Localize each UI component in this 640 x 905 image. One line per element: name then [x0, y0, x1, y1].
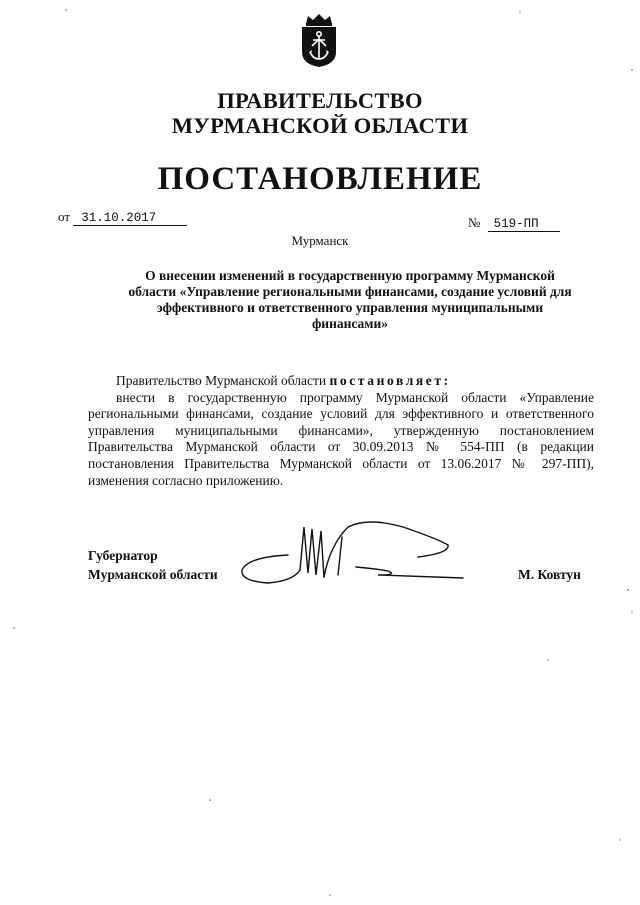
subject-line: области «Управление региональными финансами, создание условий для: [128, 284, 572, 299]
signer-name: М. Ковтун: [518, 567, 581, 582]
number-prefix: №: [468, 215, 481, 230]
body-paragraph: внести в государственную программу Мурманской области «Управление региональными финансами, создание условий для эффективного и ответственного управления муниципальными финансами», утвержденную постановлением Правительства Мурманской области от 30.09.2013 № 554-ПП (в редакции постановления Правительства Мурманской области от 13.06.2017 № 297-ПП), изменения согласно приложению.: [88, 389, 594, 488]
subject-line: финансами»: [311, 316, 389, 331]
document-subject: [106, 268, 594, 332]
document-number: [468, 215, 560, 232]
government-name-line2: МУРМАНСКОЙ ОБЛАСТИ: [171, 113, 469, 138]
subject-line: О внесении изменений в государственную программу Мурманской: [145, 268, 555, 283]
document-date: [58, 209, 187, 226]
city-name: Мурманск: [291, 233, 349, 248]
date-value: 31.10.2017: [73, 211, 187, 226]
document-type-title: ПОСТАНОВЛЕНИЕ: [157, 161, 483, 197]
handwritten-signature: [238, 515, 468, 590]
signer-position: [88, 546, 218, 584]
document-body: [88, 373, 594, 489]
date-prefix: от: [58, 209, 71, 224]
number-value: 519-ПП: [488, 217, 560, 232]
signer-position-line: Мурманской области: [88, 567, 218, 582]
government-name-line1: ПРАВИТЕЛЬСТВО: [217, 88, 423, 113]
subject-line: эффективного и ответственного управления муниципальными: [156, 300, 544, 315]
body-intro-paragraph: [88, 373, 594, 390]
coat-of-arms-icon: [297, 12, 341, 68]
decree-word: постановляет:: [329, 373, 451, 388]
body-intro: Правительство Мурманской области: [116, 373, 327, 388]
signer-position-line: Губернатор: [88, 548, 158, 563]
